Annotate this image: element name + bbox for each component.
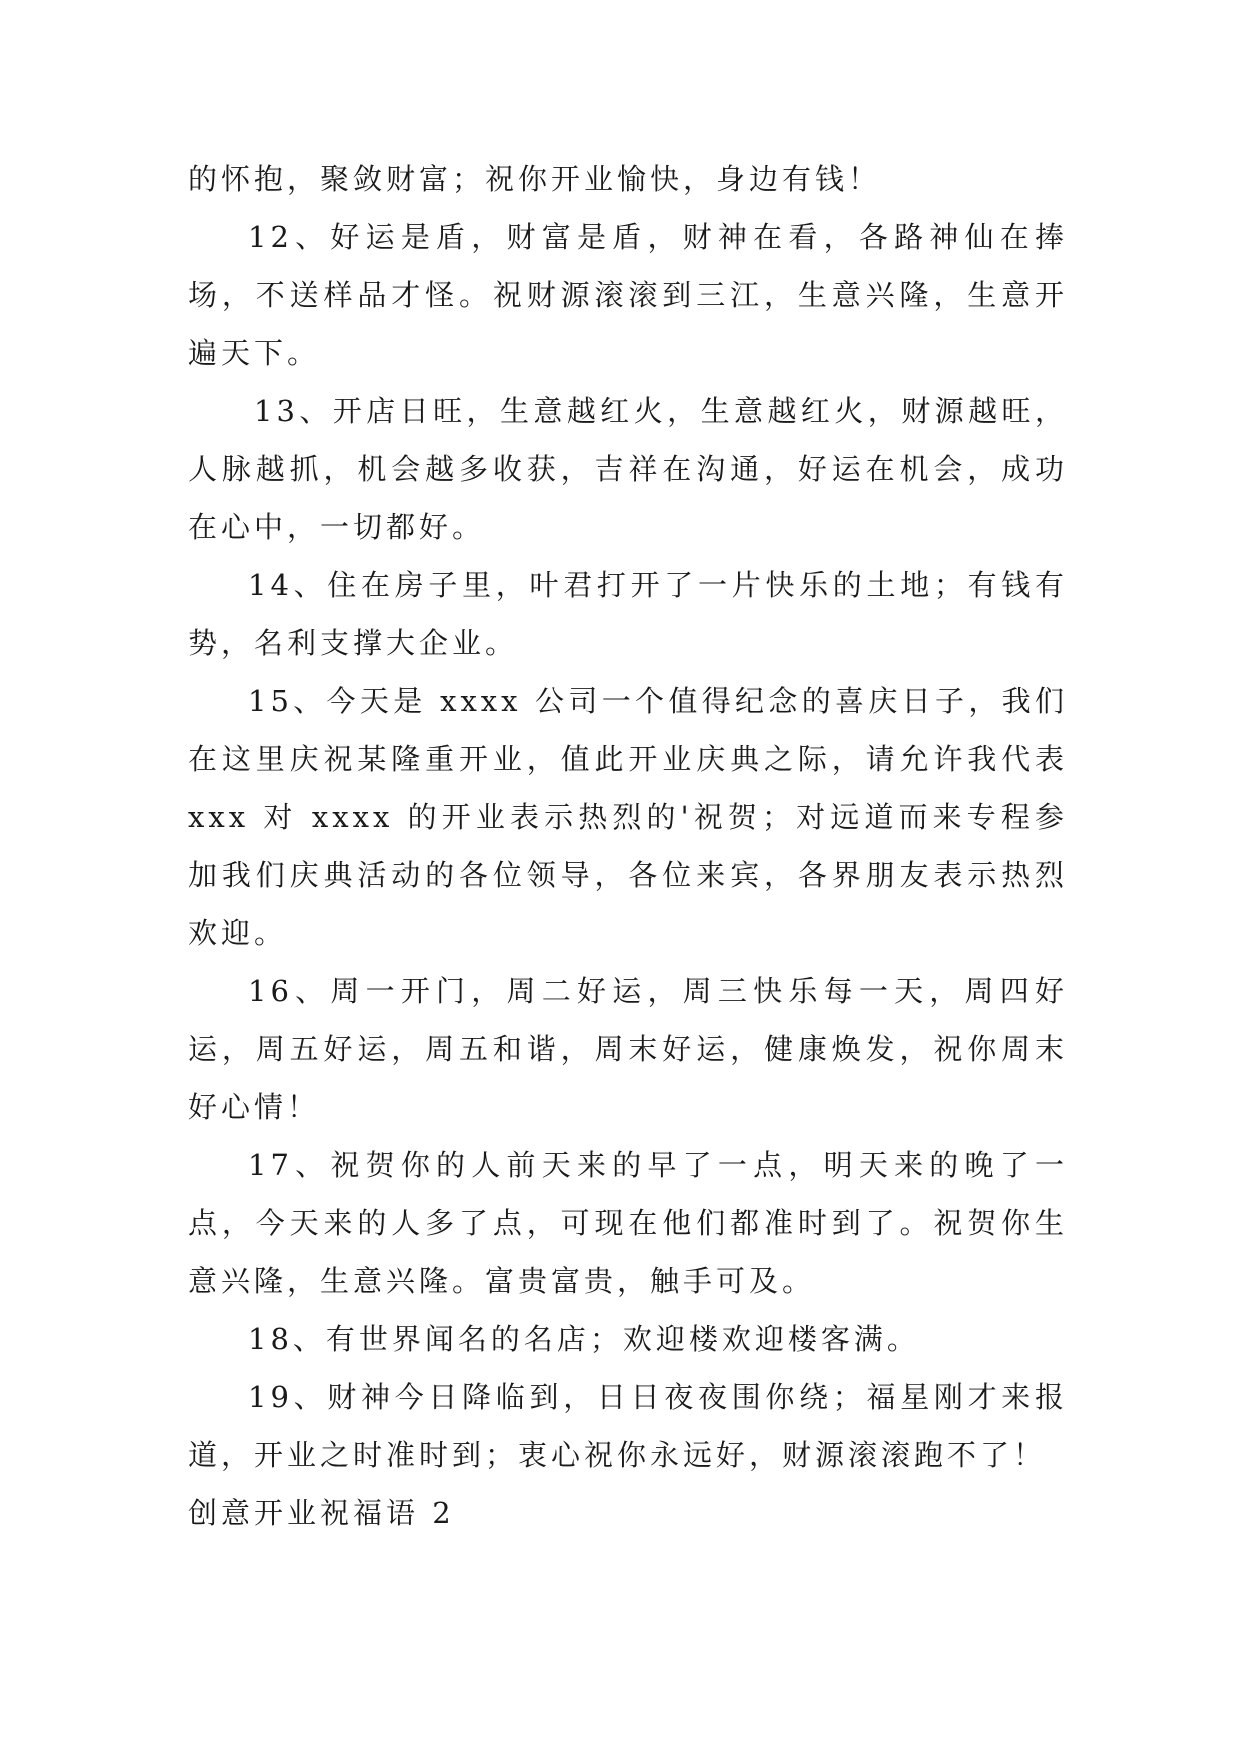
paragraph-17: 17、祝贺你的人前天来的早了一点，明天来的晚了一点，今天来的人多了点，可现在他们都准时到了。祝贺你生意兴隆，生意兴隆。富贵富贵，触手可及。 — [188, 1148, 1068, 1298]
paragraph-19: 19、财神今日降临到，日日夜夜围你绕；福星刚才来报道，开业之时准时到；衷心祝你永远好，财源滚滚跑不了！ — [188, 1380, 1068, 1472]
section-heading: 创意开业祝福语 2 — [188, 1496, 455, 1530]
paragraph-16: 16、周一开门，周二好运，周三快乐每一天，周四好运，周五好运，周五和谐，周末好运，健康焕发，祝你周末好心情！ — [188, 974, 1068, 1124]
paragraph-12: 12、好运是盾，财富是盾，财神在看，各路神仙在捧场，不送样品才怪。祝财源滚滚到三江，生意兴隆，生意开遍天下。 — [188, 220, 1068, 370]
paragraph-14: 14、住在房子里，叶君打开了一片快乐的土地；有钱有势，名利支撑大企业。 — [188, 568, 1068, 660]
document-body — [188, 150, 1068, 1542]
paragraph-15: 15、今天是 xxxx 公司一个值得纪念的喜庆日子，我们在这里庆祝某隆重开业，值此开业庆典之际，请允许我代表 xxx 对 xxxx 的开业表示热烈的'祝贺；对远道而来专程参加我们庆典活动的各位领导，各位来宾，各界朋友表示热烈欢迎。 — [188, 684, 1068, 950]
paragraph-18: 18、有世界闻名的名店；欢迎楼欢迎楼客满。 — [248, 1322, 920, 1356]
paragraph-13: 13、开店日旺，生意越红火，生意越红火，财源越旺，人脉越抓，机会越多收获，吉祥在沟通，好运在机会，成功在心中，一切都好。 — [188, 394, 1068, 544]
paragraph-continued: 的怀抱，聚敛财富；祝你开业愉快，身边有钱！ — [188, 162, 882, 196]
